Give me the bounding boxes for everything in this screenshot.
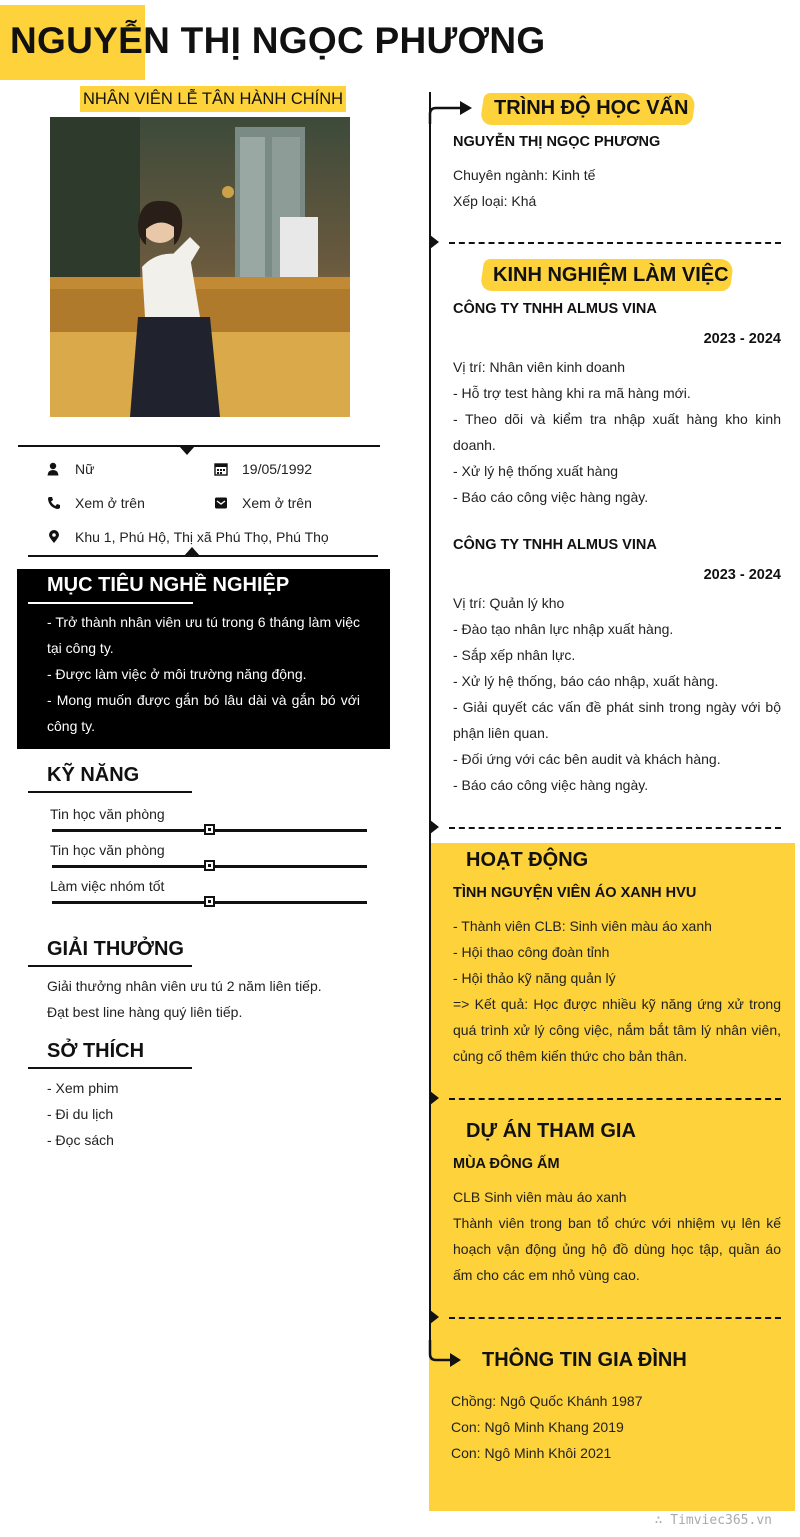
activities-org: TÌNH NGUYỆN VIÊN ÁO XANH HVU [453, 885, 697, 901]
gender-value: Nữ [75, 461, 95, 477]
activity-line: - Thành viên CLB: Sinh viên màu áo xanh [453, 918, 712, 934]
job-description [453, 590, 781, 798]
job-years: 2023 - 2024 [703, 331, 781, 347]
section-divider [449, 242, 781, 244]
profile-photo-image [50, 117, 350, 417]
section-divider [449, 827, 781, 829]
skill-label: Làm việc nhóm tốt [50, 878, 165, 894]
timeline-marker [430, 235, 439, 249]
birthday-row [214, 461, 312, 477]
user-icon [47, 462, 61, 476]
skill-label: Tin học văn phòng [50, 842, 165, 858]
job-line: - Xử lý hệ thống, báo cáo nhập, xuất hàng. [453, 673, 719, 689]
job-title: NHÂN VIÊN LỄ TÂN HÀNH CHÍNH [80, 86, 346, 112]
info-top-divider-marker [179, 446, 195, 455]
family-line: Chồng: Ngô Quốc Khánh 1987 [451, 1393, 643, 1409]
skill-level-knob [204, 824, 215, 835]
timeline-marker [430, 1091, 439, 1105]
project-details [453, 1184, 781, 1288]
timeline-marker [430, 1310, 439, 1324]
job-line: - Giải quyết các vấn đề phát sinh trong ngày với bộ phận liên quan. [453, 699, 781, 741]
family-line: Con: Ngô Minh Khang 2019 [451, 1419, 624, 1435]
gender-row [47, 461, 94, 477]
education-line: Chuyên ngành: Kinh tế [453, 167, 596, 183]
job-line: - Đối ứng với các bên audit và khách hàng. [453, 751, 721, 767]
arrow-right-icon [428, 96, 474, 126]
email-row [214, 495, 312, 511]
job-line: - Báo cáo công việc hàng ngày. [453, 489, 649, 505]
info-bottom-divider [28, 555, 378, 557]
project-line: Thành viên trong ban tổ chức với nhiệm vụ lên kế hoạch vận động ủng hộ đồ dùng học tập, quần áo ấm cho các em nhỏ vùng cao. [453, 1215, 781, 1283]
job-line: - Xử lý hệ thống xuất hàng [453, 463, 619, 479]
job-company: CÔNG TY TNHH ALMUS VINA [453, 301, 657, 317]
job-line: - Hỗ trợ test hàng khi ra mã hàng mới. [453, 385, 691, 401]
phone-value: Xem ở trên [75, 495, 145, 511]
hobby-item: - Đi du lịch [47, 1106, 114, 1122]
awards-title: GIẢI THƯỞNG [47, 938, 184, 960]
activity-line: - Hội thảo kỹ năng quản lý [453, 970, 616, 986]
education-school: NGUYỄN THỊ NGỌC PHƯƠNG [453, 134, 661, 150]
objective-line: - Mong muốn được gắn bó lâu dài và gắn bó với công ty. [47, 692, 360, 734]
skills-title: KỸ NĂNG [47, 764, 140, 786]
phone-icon [47, 496, 61, 510]
family-details [451, 1388, 779, 1466]
projects-title: DỰ ÁN THAM GIA [466, 1120, 636, 1142]
objective-line: - Được làm việc ở môi trường năng động. [47, 666, 307, 682]
job-line: Vị trí: Nhân viên kinh doanh [453, 359, 625, 375]
objective-text [47, 609, 360, 739]
birthday-value: 19/05/1992 [242, 461, 313, 477]
address-row [47, 529, 329, 545]
job-line: Vị trí: Quản lý kho [453, 595, 565, 611]
education-title: TRÌNH ĐỘ HỌC VẤN [494, 97, 689, 119]
info-top-divider [18, 445, 380, 447]
watermark: ∴ Timviec365.vn [654, 1513, 772, 1528]
family-line: Con: Ngô Minh Khôi 2021 [451, 1445, 612, 1461]
email-value: Xem ở trên [242, 495, 312, 511]
calendar-icon [214, 462, 228, 476]
job-line: - Sắp xếp nhân lực. [453, 647, 576, 663]
job-years: 2023 - 2024 [703, 567, 781, 583]
activities-title: HOẠT ĐỘNG [466, 849, 589, 871]
skill-level-knob [204, 896, 215, 907]
activities-details [453, 913, 781, 1069]
project-line: CLB Sinh viên màu áo xanh [453, 1189, 627, 1205]
activity-line: - Hội thao công đoàn tỉnh [453, 944, 610, 960]
timeline-line [429, 92, 431, 1357]
objective-line: - Trở thành nhân viên ưu tú trong 6 tháng làm việc tại công ty. [47, 614, 360, 656]
map-marker-icon [47, 530, 61, 544]
objective-title-underline [28, 602, 193, 604]
objective-title: MỤC TIÊU NGHỀ NGHIỆP [47, 574, 290, 596]
skill-label: Tin học văn phòng [50, 806, 165, 822]
experience-title: KINH NGHIỆM LÀM VIỆC [493, 264, 729, 286]
skills-title-underline [28, 791, 192, 793]
phone-row [47, 495, 145, 511]
job-description [453, 354, 781, 510]
job-line: - Theo dõi và kiểm tra nhập xuất hàng kho kinh doanh. [453, 411, 781, 453]
job-line: - Báo cáo công việc hàng ngày. [453, 777, 649, 793]
job-company: CÔNG TY TNHH ALMUS VINA [453, 537, 657, 553]
address-value: Khu 1, Phú Hộ, Thị xã Phú Thọ, Phú Thọ [75, 529, 329, 545]
arrow-right-icon [428, 1340, 464, 1370]
hobby-item: - Đọc sách [47, 1132, 114, 1148]
award-item: Giải thưởng nhân viên ưu tú 2 năm liên tiếp. [47, 978, 322, 994]
project-name: MÙA ĐÔNG ẤM [453, 1156, 560, 1172]
award-item: Đạt best line hàng quý liên tiếp. [47, 1004, 243, 1020]
activity-line: => Kết quả: Học được nhiều kỹ năng ứng xử trong quá trình xử lý công việc, nắm bắt tâm lý nhân viên, củng cố thêm kiến thức cho bản thân. [453, 996, 781, 1064]
candidate-name: NGUYỄN THỊ NGỌC PHƯƠNG [10, 20, 546, 61]
info-bottom-divider-marker [184, 547, 200, 556]
job-line: - Đào tạo nhân lực nhập xuất hàng. [453, 621, 674, 637]
family-title: THÔNG TIN GIA ĐÌNH [482, 1349, 687, 1371]
education-line: Xếp loại: Khá [453, 193, 537, 209]
email-icon [214, 496, 228, 510]
skill-level-knob [204, 860, 215, 871]
timeline-marker [430, 820, 439, 834]
awards-title-underline [28, 965, 192, 967]
profile-photo [50, 117, 350, 417]
education-details [453, 162, 781, 214]
hobby-item: - Xem phim [47, 1080, 119, 1096]
section-divider [449, 1098, 781, 1100]
hobbies-title-underline [28, 1067, 192, 1069]
hobbies-title: SỞ THÍCH [47, 1040, 145, 1062]
section-divider [449, 1317, 781, 1319]
